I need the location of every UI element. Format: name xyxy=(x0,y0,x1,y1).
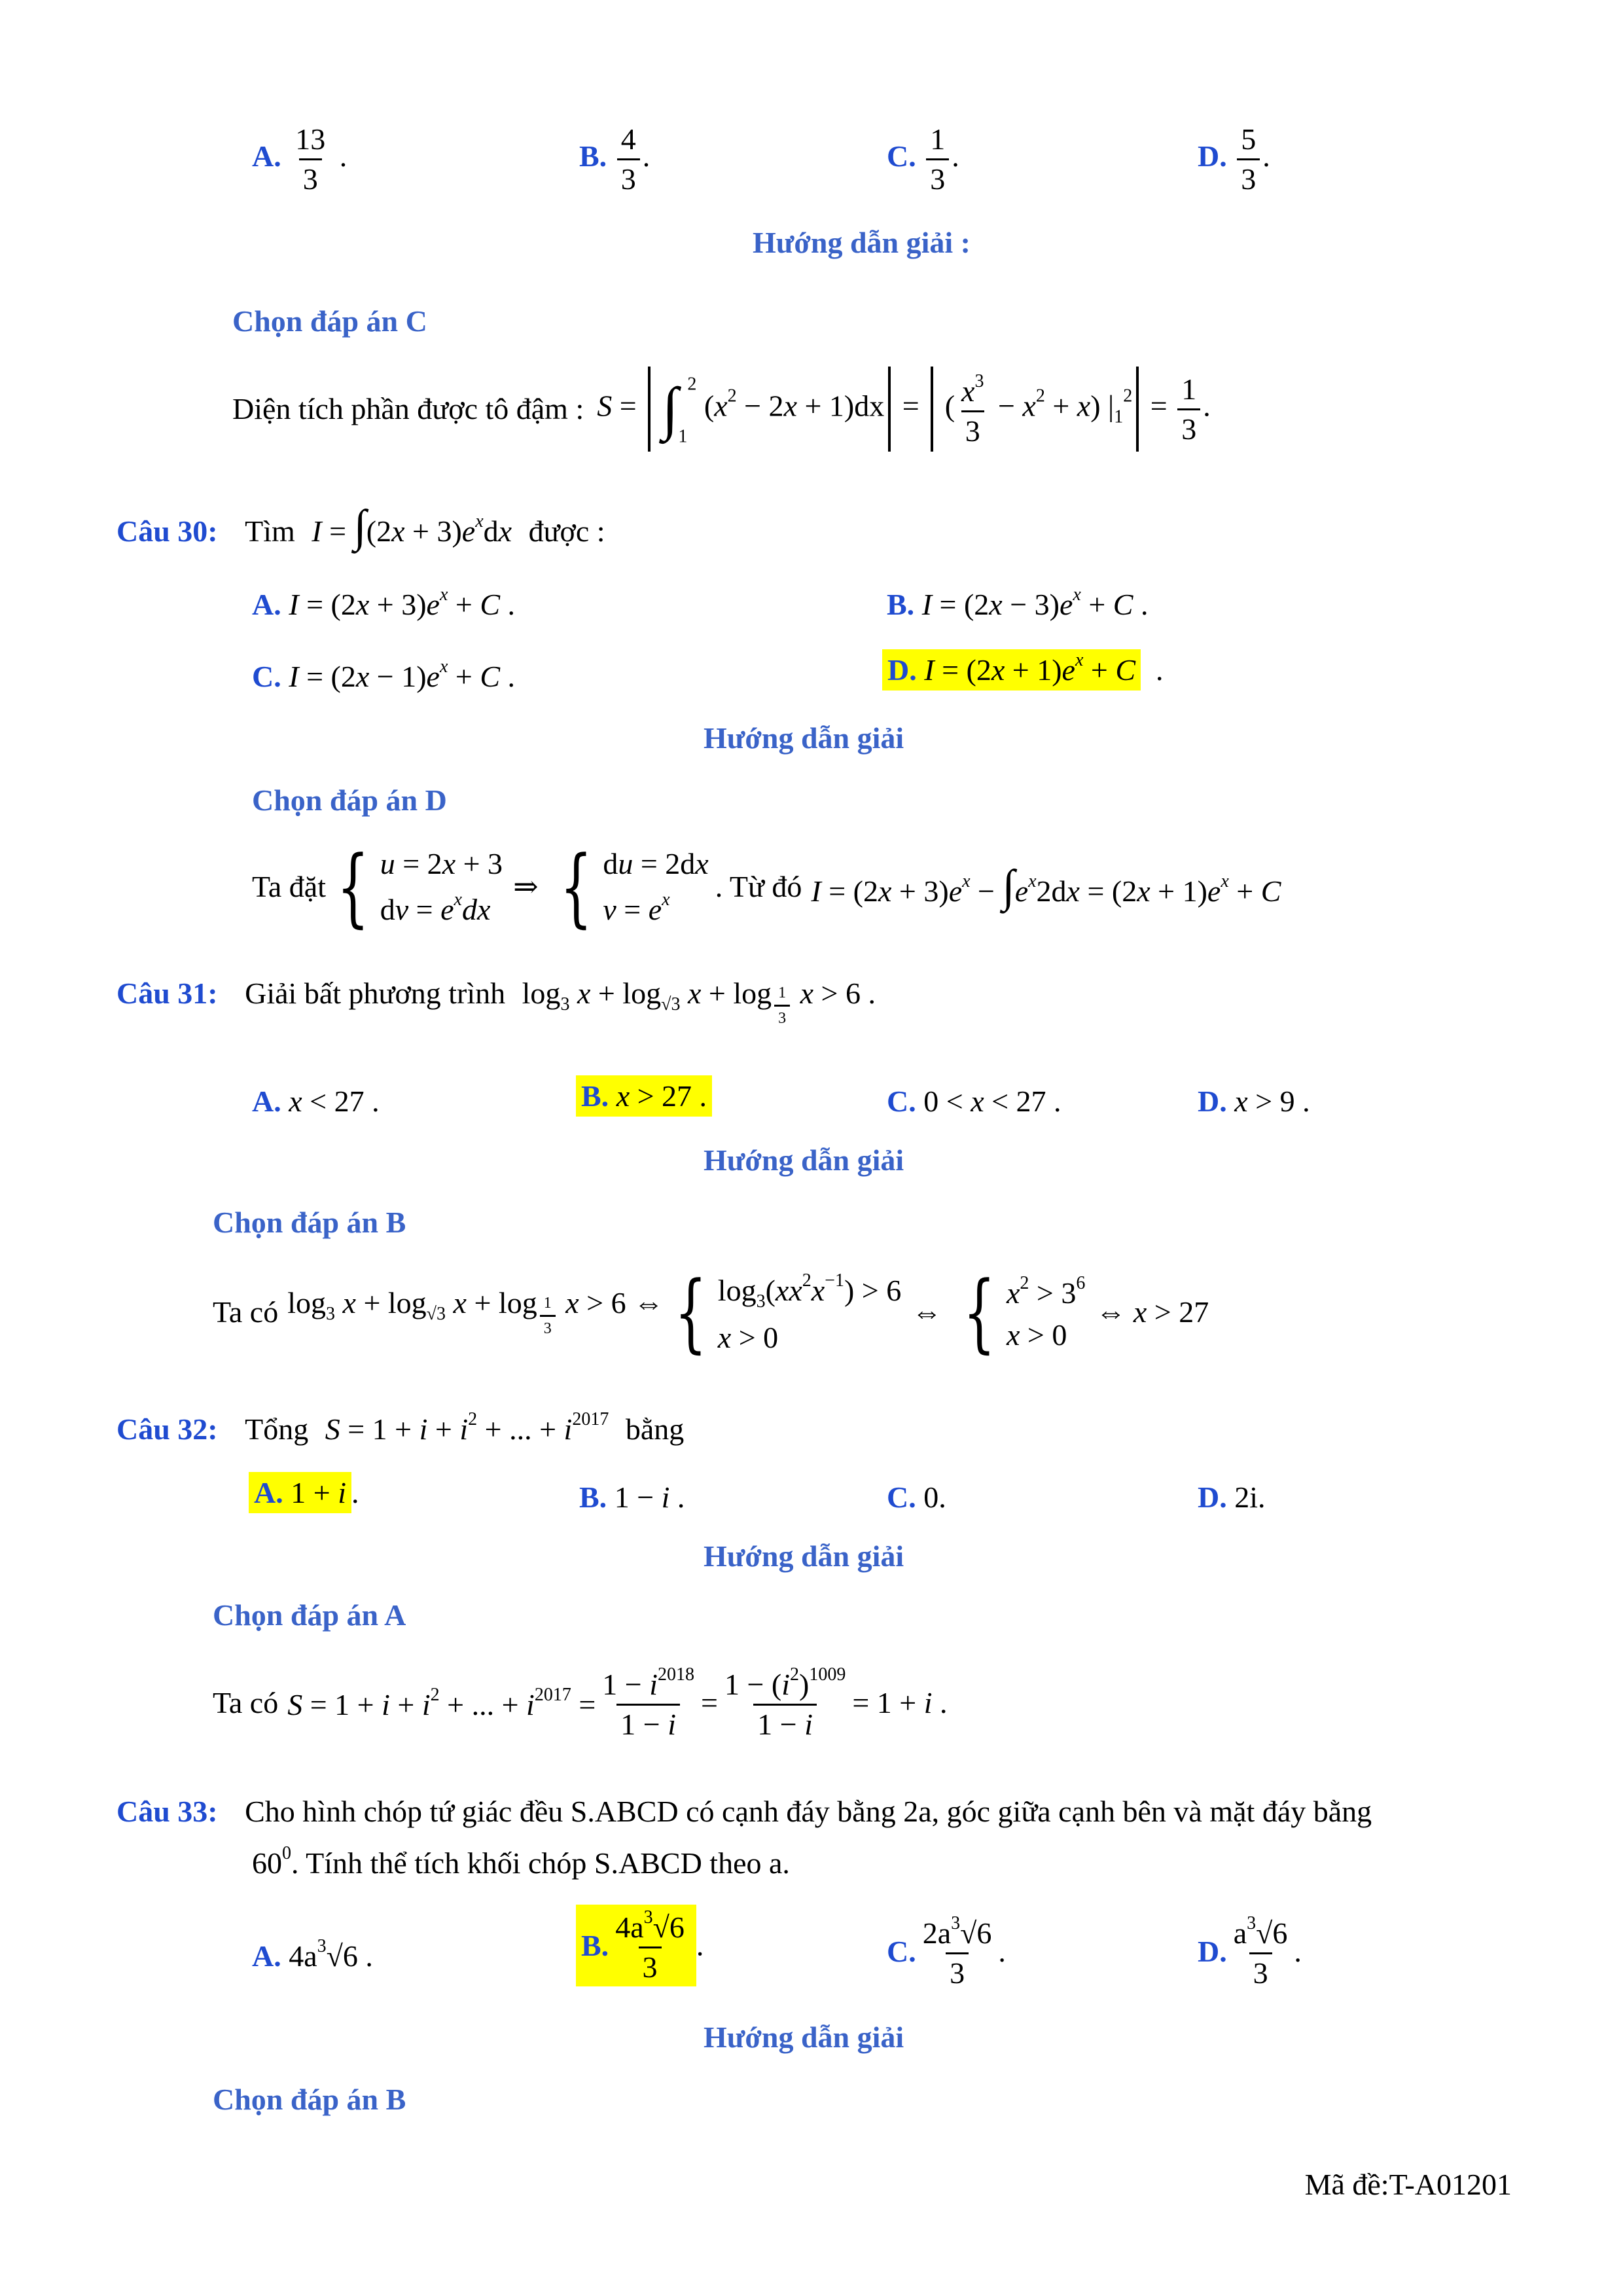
q29-option-c[interactable]: C. $\frac{1}{3}$ . xyxy=(887,122,959,196)
q31-option-c[interactable]: C. 0 < x < 27 . xyxy=(887,1085,1061,1118)
q31-stem: Câu 31: Giải bất phương trình $\log_3 x + \log_{√3} x + \log$ $_{\frac{1}{3}}$ x > 6 . xyxy=(116,977,876,1028)
q29-option-a[interactable]: A. $\frac{13}{3}$ . xyxy=(252,122,348,196)
q31-option-a[interactable]: A. x < 27 . xyxy=(252,1085,380,1118)
q30-stem: Câu 30: Tìm $I = \int(2x + 3)e^xdx$ được : xyxy=(116,501,605,552)
q30-option-b[interactable]: B. $I = (2x - 3)e^x + C$ . xyxy=(887,584,1149,621)
q33-stem-line2: $60^0$. Tính thể tích khối chóp S.ABCD theo a. xyxy=(252,1843,790,1880)
q32-stem: Câu 32: Tổng $S = 1 + i + i^2$ + ... + $i^{2017}$ bằng xyxy=(116,1409,685,1446)
q30-answer: Chọn đáp án D xyxy=(252,783,447,817)
q31-solution: Ta có $\log_3 x + \log_{√3} x + \log$ $_{\frac{1}{3}}$ x > 6 ⇔ { $\log_3(xx^2x^{-1}) > 6$ x > 0 ⇔ { $x^2 > 3^6$ x > 0 ⇔ x > 27 xyxy=(213,1263,1209,1362)
q33-option-c[interactable]: C. $\frac{2a^3√6}{3}$ . xyxy=(887,1913,1006,1990)
q33-stem: Câu 33: Cho hình chóp tứ giác đều S.ABCD có cạnh đáy bằng 2a, góc giữa cạnh bên và mặt đáy bằng xyxy=(116,1795,1372,1828)
q31-guide-heading: Hướng dẫn giải xyxy=(704,1143,904,1177)
q30-option-c[interactable]: C. $I = (2x - 1)e^x + C$ . xyxy=(252,656,516,693)
q31-option-d[interactable]: D. x > 9 . xyxy=(1198,1085,1310,1118)
q32-option-d[interactable]: D. 2i. xyxy=(1198,1480,1266,1514)
q33-guide-heading: Hướng dẫn giải xyxy=(704,2020,904,2054)
q31-option-b[interactable]: B. x > 27 . xyxy=(576,1081,712,1111)
exam-code-footer: Mã đề:T-A01201 xyxy=(1304,2168,1512,2201)
q32-sum: $S = 1 + i + i^2$ + ... + $i^{2017}$ xyxy=(325,1409,609,1446)
q29-solution-formula: $S = \int_1^2$ $(x^2 - 2x + 1)dx$ = ( $\frac{x^3}{3}$ − $x^2 + x$) $|_1^2$ = $\frac{1}{3}$ . xyxy=(597,367,1210,452)
q29-option-b[interactable]: B. $\frac{4}{3}$ . xyxy=(579,122,651,196)
q30-option-d[interactable]: D. $I = (2x + 1)e^x + C$ . xyxy=(882,651,1164,685)
q33-option-d[interactable]: D. $\frac{a^3√6}{3}$ . xyxy=(1198,1913,1302,1990)
q30-solution: Ta đặt { u = 2x + 3 dv = $e^xdx$ ⇒ { du = 2dx $v = e^x$ . Từ đó $I = (2x + 3)e^x - \int e^x2dx = (2x + 1)e^x + C$ xyxy=(252,837,1281,937)
q32-answer: Chọn đáp án A xyxy=(213,1598,406,1632)
q29-answer: Chọn đáp án C xyxy=(232,304,427,338)
q32-solution: Ta có $S = 1 + i + i^2$ + ... + $i^{2017}$ = $\frac{1 - i^{2018}}{1 - i}$ = $\frac{1 - (i^2)^{1009}}{1 - i}$ = 1 + i . xyxy=(213,1664,948,1741)
q31-answer: Chọn đáp án B xyxy=(213,1206,406,1239)
q32-option-c[interactable]: C. 0. xyxy=(887,1480,946,1514)
q29-solution: Diện tích phần được tô đậm : $S = \int_1^2$ $(x^2 - 2x + 1)dx$ = ( $\frac{x^3}{3}$ − $x^2 + x$) $|_1^2$ = $\frac{1}{3}$ . xyxy=(232,367,1211,452)
q29-option-d[interactable]: D. $\frac{5}{3}$ . xyxy=(1198,122,1270,196)
q33-answer: Chọn đáp án B xyxy=(213,2083,406,2116)
q29-guide-heading: Hướng dẫn giải : xyxy=(753,226,971,259)
q30-option-a[interactable]: A. $I = (2x + 3)e^x + C$ . xyxy=(252,584,516,621)
q33-option-a[interactable]: A. $4a^3√6$ . xyxy=(252,1936,373,1973)
q31-inequality: $\log_3 x + \log_{√3} x + \log$ $_{\frac{1}{3}}$ x > 6 . xyxy=(522,977,876,1028)
q32-guide-heading: Hướng dẫn giải xyxy=(704,1539,904,1573)
q33-option-b[interactable]: B. $\frac{4a^3√6}{3}$ . xyxy=(576,1905,704,1986)
q30-guide-heading: Hướng dẫn giải xyxy=(704,721,904,755)
q32-option-b[interactable]: B. 1 − i . xyxy=(579,1480,685,1514)
q30-integral: $I = \int(2x + 3)e^xdx$ xyxy=(312,501,512,552)
q32-option-a[interactable]: A. 1 + i . xyxy=(249,1478,359,1508)
